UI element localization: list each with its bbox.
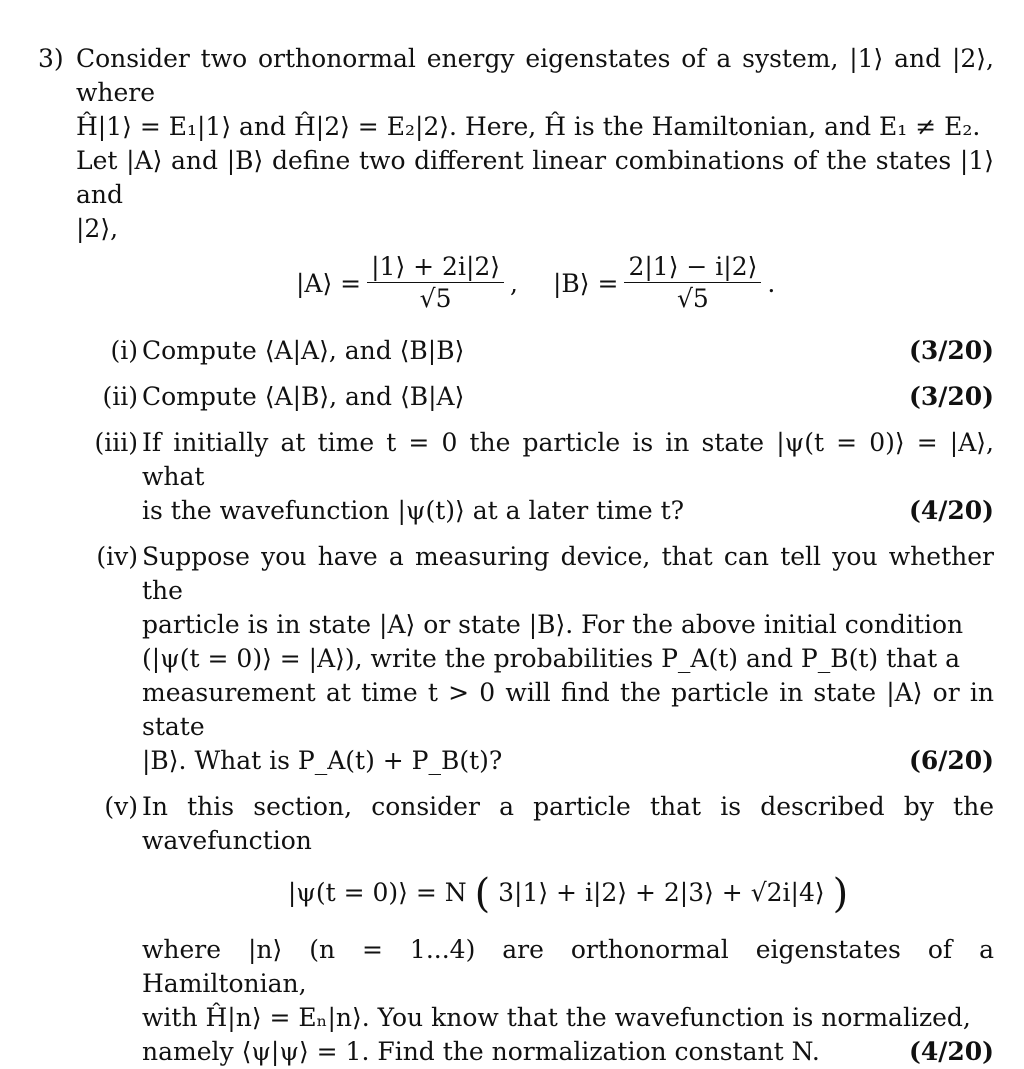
equation-b-tail: . xyxy=(767,268,776,298)
wavefunction-lhs: |ψ(t = 0)⟩ = N xyxy=(287,878,467,907)
intro-line-1: Consider two orthonormal energy eigenstates of a system, |1⟩ and |2⟩, where xyxy=(76,44,994,107)
part-line: with Ĥ|n⟩ = Eₙ|n⟩. You know that the wavefunction is normalized, xyxy=(142,1003,971,1032)
part-label: (v) xyxy=(104,792,138,821)
wavefunction-body: 3|1⟩ + i|2⟩ + 2|3⟩ + √2i|4⟩ xyxy=(498,878,825,907)
part-label: (i) xyxy=(110,336,138,365)
part-line: Suppose you have a measuring device, that can tell you whether the xyxy=(142,542,994,605)
equation-a-numerator: |1⟩ + 2i|2⟩ xyxy=(371,252,501,281)
part-text xyxy=(142,790,994,1069)
part-line: namely ⟨ψ|ψ⟩ = 1. Find the normalization constant N. xyxy=(142,1037,820,1066)
equation-b-fraction xyxy=(624,252,761,315)
part-points: (6/20) xyxy=(909,746,994,775)
intro-line-3: Let |A⟩ and |B⟩ define two different linear combinations of the states |1⟩ and xyxy=(76,146,994,209)
close-paren: ) xyxy=(832,871,849,917)
part-line: Compute ⟨A|B⟩, and ⟨B|A⟩ xyxy=(142,382,465,411)
part-line: In this section, consider a particle that is described by the wavefunction xyxy=(142,792,994,855)
part-i xyxy=(38,334,994,368)
part-text xyxy=(142,540,994,778)
equation-a xyxy=(296,252,518,315)
part-line: is the wavefunction |ψ(t)⟩ at a later time t? xyxy=(142,496,685,525)
equation-b-lhs: |B⟩ = xyxy=(553,268,619,298)
equation-b-denominator: √5 xyxy=(676,284,709,313)
intro-line-4: |2⟩, xyxy=(76,214,119,243)
part-text xyxy=(142,334,994,368)
equation-b xyxy=(553,252,775,315)
part-label: (iii) xyxy=(94,428,138,457)
definition-equations xyxy=(38,252,994,322)
part-line: Compute ⟨A|A⟩, and ⟨B|B⟩ xyxy=(142,336,465,365)
part-points: (4/20) xyxy=(909,1037,994,1066)
equation-b-numerator: 2|1⟩ − i|2⟩ xyxy=(628,252,758,281)
part-label: (iv) xyxy=(96,542,138,571)
part-line: |B⟩. What is P_A(t) + P_B(t)? xyxy=(142,746,503,775)
part-v xyxy=(38,790,994,1069)
wavefunction-equation xyxy=(142,871,994,917)
problem-intro xyxy=(38,42,994,246)
problem-3 xyxy=(38,42,994,1069)
equation-a-fraction xyxy=(367,252,504,315)
part-points: (3/20) xyxy=(909,382,994,411)
part-line: measurement at time t > 0 will find the particle in state |A⟩ or in state xyxy=(142,678,994,741)
part-line: (|ψ(t = 0)⟩ = |A⟩), write the probabilities P_A(t) and P_B(t) that a xyxy=(142,644,961,673)
intro-line-2: Ĥ|1⟩ = E₁|1⟩ and Ĥ|2⟩ = E₂|2⟩. Here, Ĥ is the Hamiltonian, and E₁ ≠ E₂. xyxy=(76,112,981,141)
part-line: If initially at time t = 0 the particle is in state |ψ(t = 0)⟩ = |A⟩, what xyxy=(142,428,994,491)
problem-number: 3) xyxy=(38,44,64,73)
part-ii xyxy=(38,380,994,414)
part-text xyxy=(142,380,994,414)
part-label: (ii) xyxy=(102,382,138,411)
part-points: (4/20) xyxy=(909,496,994,525)
part-line: where |n⟩ (n = 1...4) are orthonormal eigenstates of a Hamiltonian, xyxy=(142,935,994,998)
equation-a-denominator: √5 xyxy=(419,284,452,313)
part-text xyxy=(142,426,994,528)
part-line: particle is in state |A⟩ or state |B⟩. For the above initial condition xyxy=(142,610,964,639)
open-paren: ( xyxy=(474,871,491,917)
part-iii xyxy=(38,426,994,528)
equation-a-lhs: |A⟩ = xyxy=(296,268,362,298)
part-iv xyxy=(38,540,994,778)
intro-text xyxy=(76,42,994,246)
equation-a-tail: , xyxy=(510,268,518,298)
part-points: (3/20) xyxy=(909,336,994,365)
